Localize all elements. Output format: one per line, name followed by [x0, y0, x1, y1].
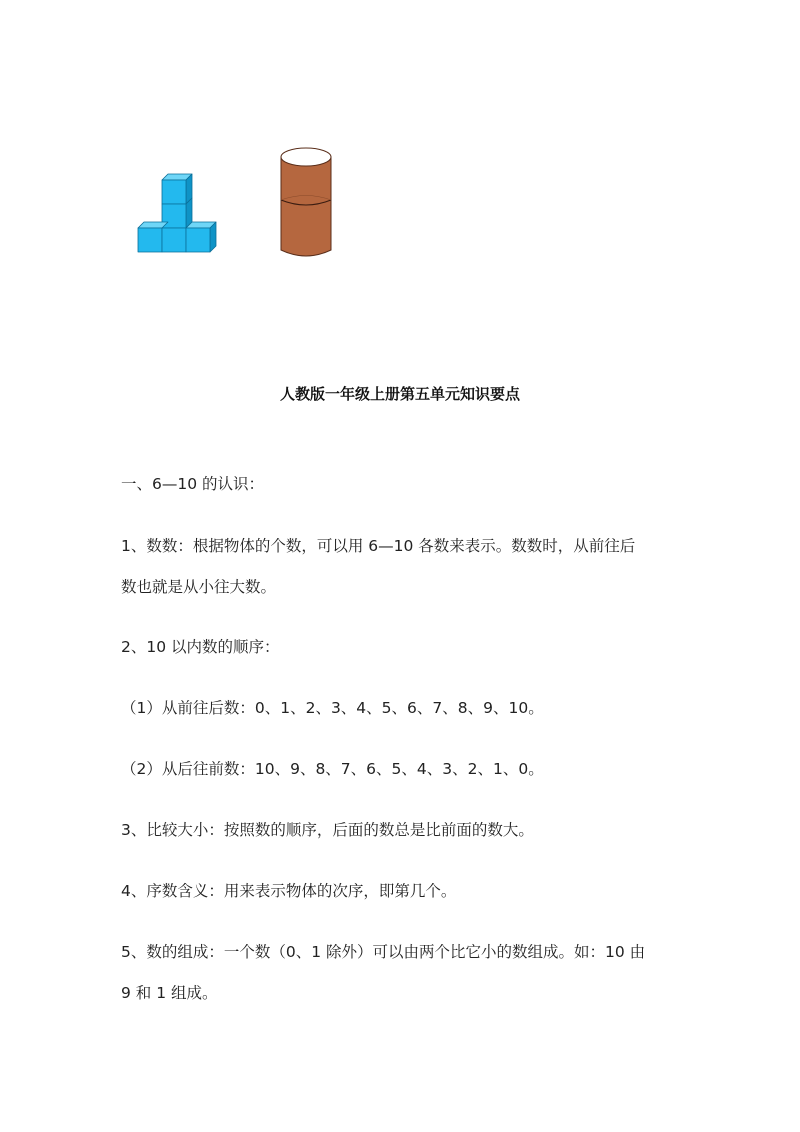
- cube-front-face: [162, 180, 186, 204]
- paragraph: （1）从前往后数：0、1、2、3、4、5、6、7、8、9、10。: [121, 699, 544, 717]
- cube-front-face: [138, 228, 162, 252]
- cylinder-figure: [278, 144, 334, 260]
- stacked-cubes-figure: [134, 172, 220, 256]
- paragraph: 9 和 1 组成。: [121, 984, 218, 1002]
- paragraph: 1、数数：根据物体的个数，可以用 6—10 各数来表示。数数时，从前往后: [121, 537, 636, 555]
- cube-front-face: [186, 228, 210, 252]
- paragraph: （2）从后往前数：10、9、8、7、6、5、4、3、2、1、0。: [121, 760, 544, 778]
- cylinder-top: [281, 148, 331, 166]
- paragraph: 5、数的组成：一个数（0、1 除外）可以由两个比它小的数组成。如：10 由: [121, 943, 646, 961]
- paragraph: 4、序数含义：用来表示物体的次序，即第几个。: [121, 882, 457, 900]
- cube-front-face: [162, 228, 186, 252]
- paragraph: 3、比较大小：按照数的顺序，后面的数总是比前面的数大。: [121, 821, 534, 839]
- paragraph: 数也就是从小往大数。: [121, 578, 277, 596]
- paragraph: 2、10 以内数的顺序：: [121, 638, 280, 656]
- cylinder-body: [281, 157, 331, 256]
- document-title: 人教版一年级上册第五单元知识要点: [279, 385, 520, 403]
- section-heading: 一、6—10 的认识：: [121, 475, 265, 493]
